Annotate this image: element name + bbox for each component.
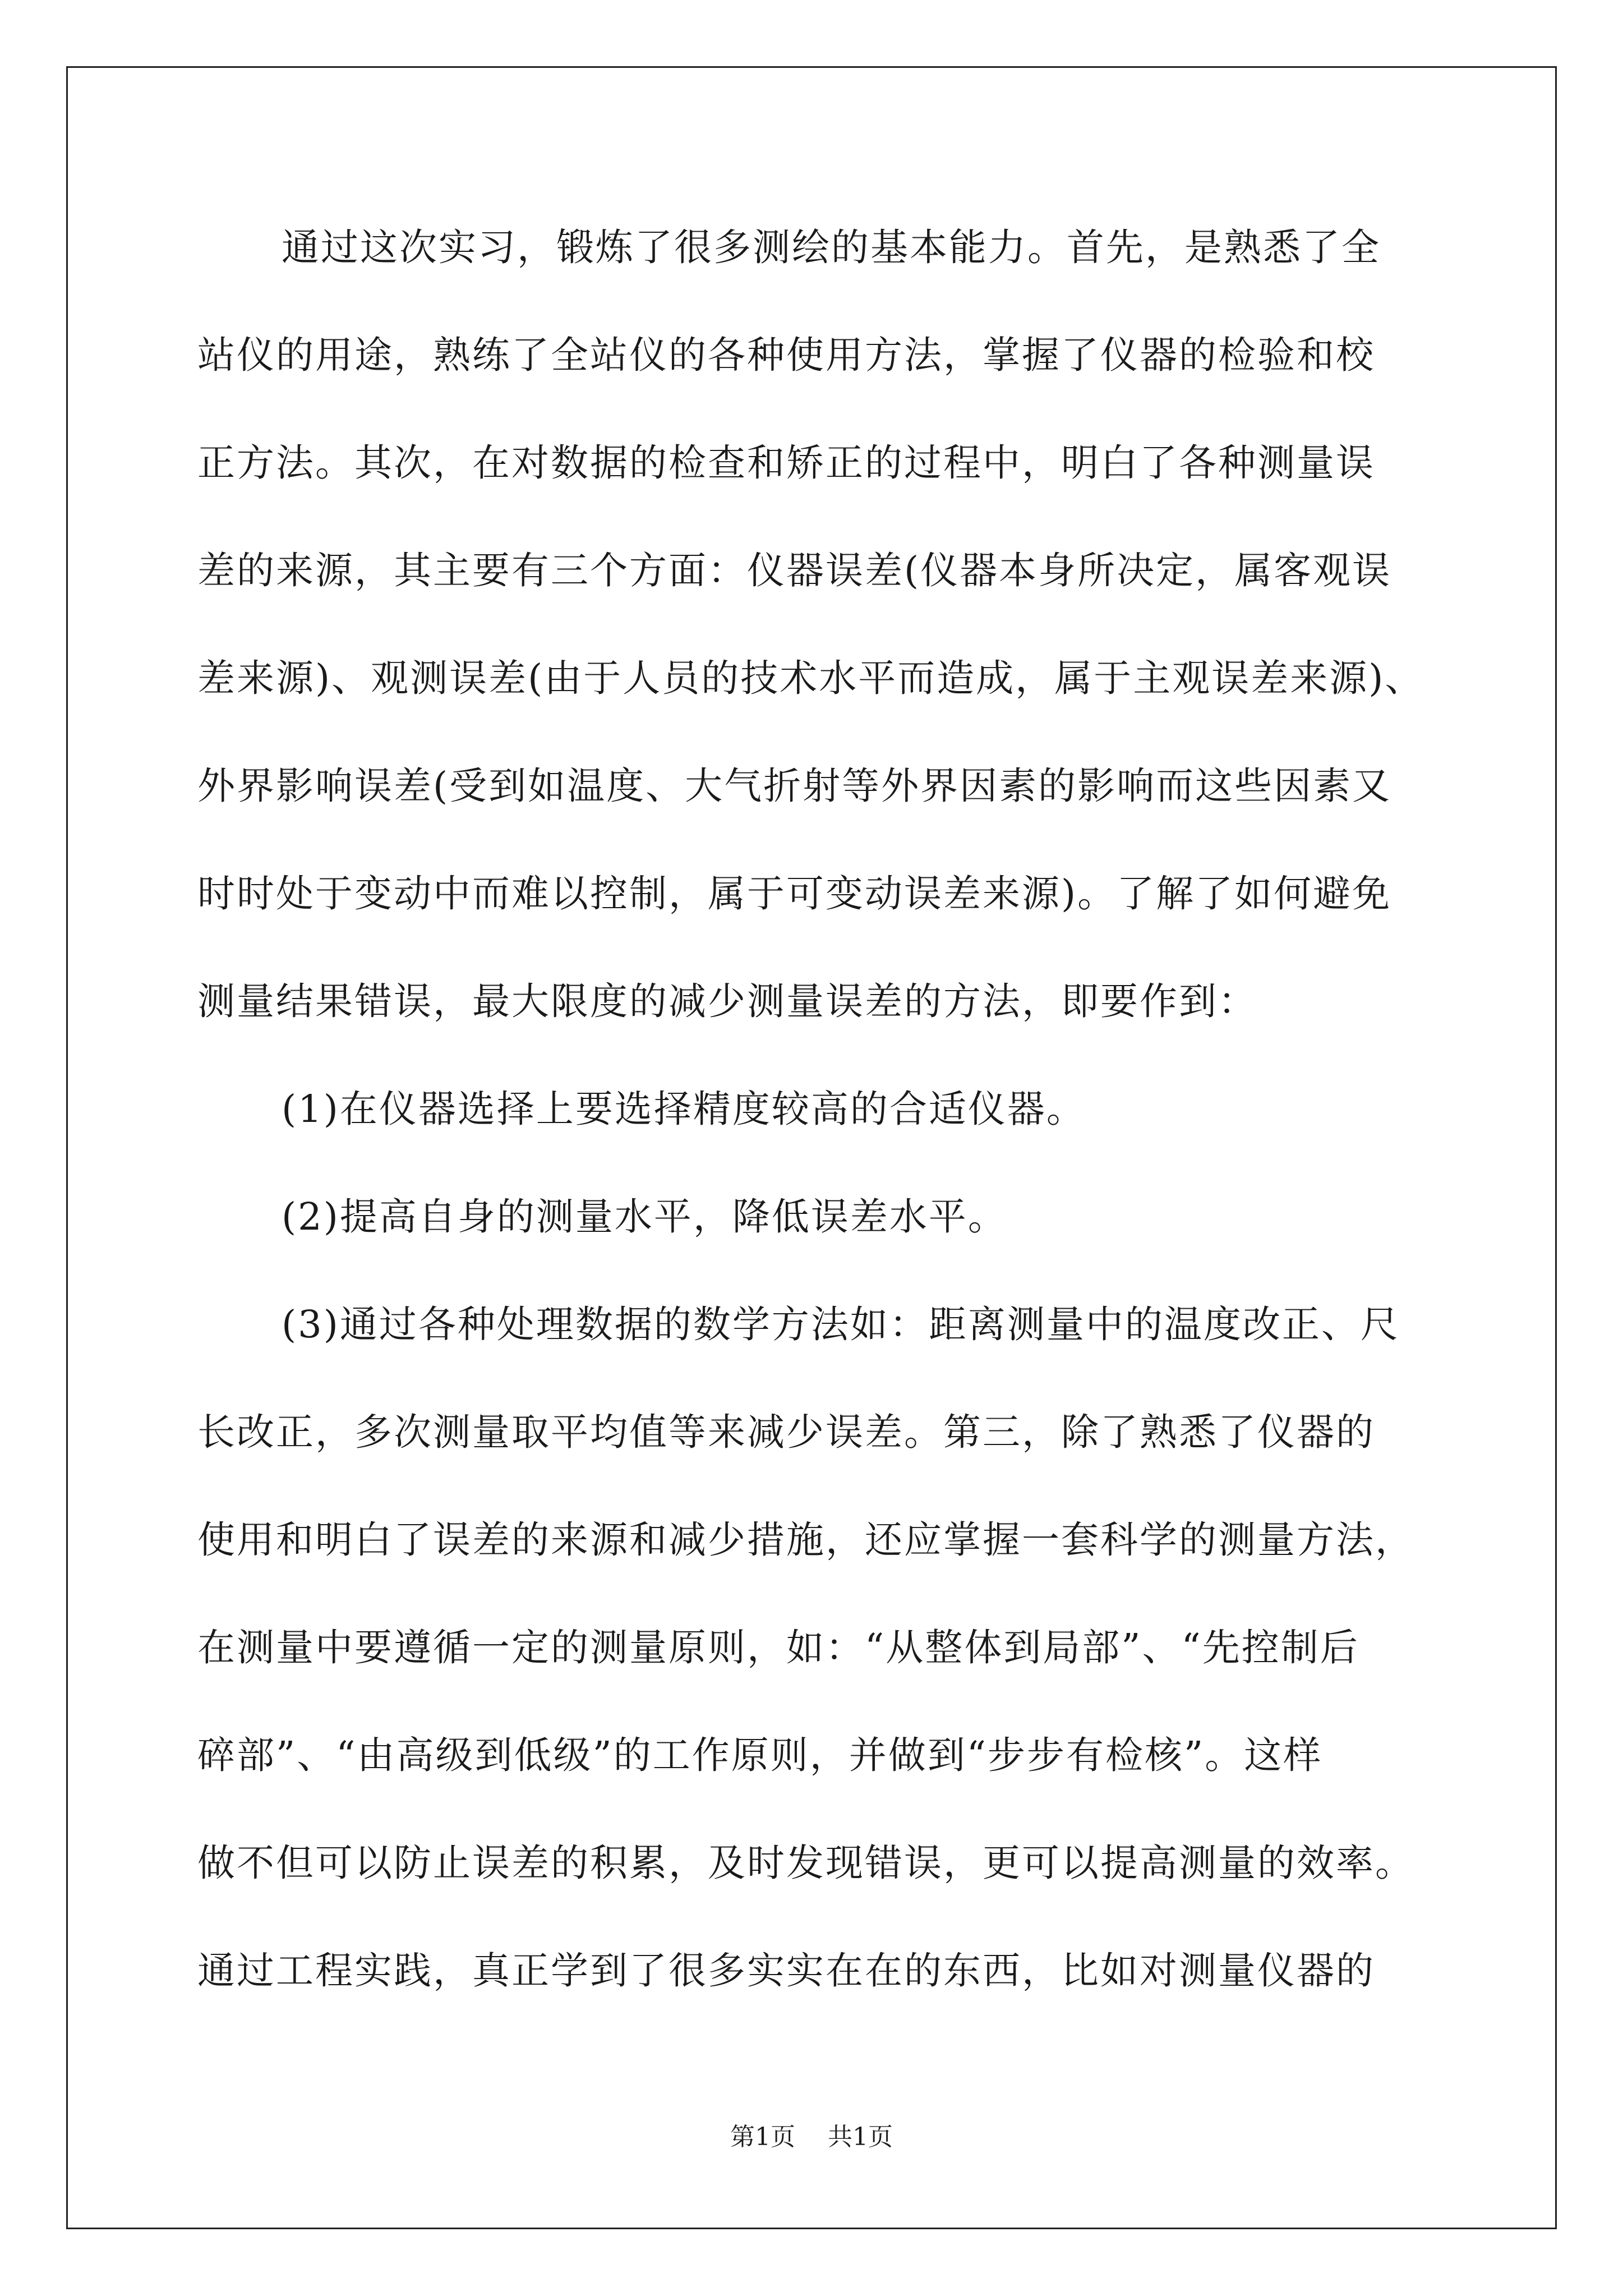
- text-line: 测量结果错误，最大限度的减少测量误差的方法，即要作到：: [197, 979, 1257, 1023]
- list-item-3: (3)通过各种处理数据的数学方法如：距离测量中的温度改正、尺: [282, 1303, 1400, 1346]
- document-body: [197, 194, 1470, 2024]
- text-line: 时时处于变动中而难以控制，属于可变动误差来源)。了解了如何避免: [197, 872, 1392, 915]
- page-number: 第1页: [730, 2123, 795, 2151]
- text-line: 通过工程实践，真正学到了很多实实在在的东西，比如对测量仪器的: [197, 1949, 1375, 1993]
- list-item-1: (1)在仪器选择上要选择精度较高的合适仪器。: [282, 1087, 1086, 1131]
- text-line: 外界影响误差(受到如温度、大气折射等外界因素的影响而这些因素又: [197, 764, 1392, 808]
- text-line: 使用和明白了误差的来源和减少措施，还应掌握一套科学的测量方法，: [197, 1518, 1414, 1562]
- text-line: 通过这次实习，锻炼了很多测绘的基本能力。首先，是熟悉了全: [282, 226, 1381, 269]
- text-line: 差的来源，其主要有三个方面：仪器误差(仪器本身所决定，属客观误: [197, 549, 1392, 592]
- text-line: 正方法。其次，在对数据的检查和矫正的过程中，明白了各种测量误: [197, 441, 1375, 485]
- page-footer: [0, 2116, 1623, 2152]
- page-total: 共1页: [828, 2123, 893, 2151]
- text-line: 长改正，多次测量取平均值等来减少误差。第三，除了熟悉了仪器的: [197, 1410, 1375, 1454]
- list-item-2: (2)提高自身的测量水平，降低误差水平。: [282, 1195, 1007, 1239]
- text-line: 在测量中要遵循一定的测量原则，如：“从整体到局部”、“先控制后: [197, 1626, 1359, 1669]
- text-line: 差来源)、观测误差(由于人员的技术水平而造成，属于主观误差来源)、: [197, 656, 1424, 700]
- text-line: 碎部”、“由高级到低级”的工作原则，并做到“步步有检核”。这样: [197, 1733, 1323, 1777]
- text-line: 站仪的用途，熟练了全站仪的各种使用方法，掌握了仪器的检验和校: [197, 333, 1375, 377]
- text-line: 做不但可以防止误差的积累，及时发现错误，更可以提高测量的效率。: [197, 1841, 1414, 1885]
